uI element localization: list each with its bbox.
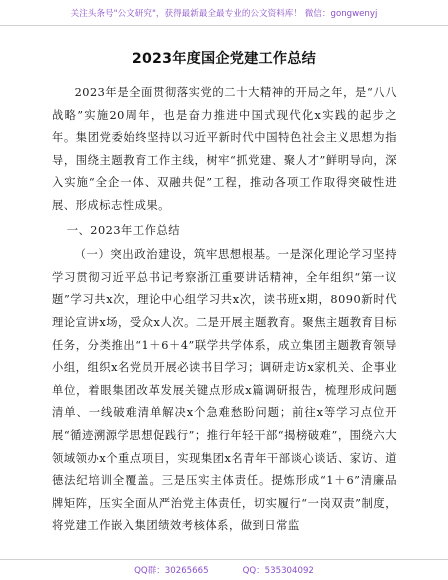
qq-text: QQ：535304092 [242,566,314,576]
document-title: 2023年度国企党建工作总结 [131,51,317,67]
qq-group-text: QQ群：30265665 [134,566,209,576]
top-promo-banner [0,0,448,26]
section-paragraph: （一）突出政治建设，筑牢思想根基。一是深化理论学习坚持学习贯彻习近平总书记考察浙江重要讲话精神，全年组织“第一议题”学习共x次，理论中心组学习共x次，读书班x期，8090新时代理论宣讲x场，受众x人次。二是开展主题教育。聚焦主题教育目标任务，分类推出“1＋6＋4”联学共学体系，成立集团主题教育领导小组，组织x名党员开展必读书目学习；调研走访x家机关、企事业单位，着眼集团改革发展关键点形成x篇调研报告，梳理形成问题清单、一线破难清单解决x个急难愁盼问题；前往x等学习点位开展“循迹溯源学思想促践行”；推行年轻干部“揭榜破难”，围绕六大领域领办x个重点项目，实现集团x名青年干部谈心谈话、家访、道德法纪培训全覆盖。三是压实主体责任。提炼形成“1＋6”清廉品牌矩阵，压实全面从严治党主体责任，切实履行“一岗双责”制度，将党建工作嵌入集团绩效考核体系，做到日常监 [52,248,397,533]
intro-paragraph: 2023年是全面贯彻落实党的二十大精神的开局之年，是“八八战略”实施20周年，也是奋力推进中国式现代化x实践的起步之年。集团党委始终坚持以习近平新时代中国特色社会主义思想为指导，围绕主题教育工作主线，树牢“抓党建、聚人才”鲜明导向，深入实施“全企一体、双融共促”工程，推动各项工作取得突破性进展、形成标志性成果。 [52,86,397,212]
promo-banner-text: 关注头条号"公文研究"，获得最新最全最专业的公文资料库！ 微信：gongwenyj [70,8,378,19]
bottom-contact-footer [0,559,448,580]
section-heading: 一、2023年工作总结 [66,223,181,237]
document-body [52,82,397,538]
